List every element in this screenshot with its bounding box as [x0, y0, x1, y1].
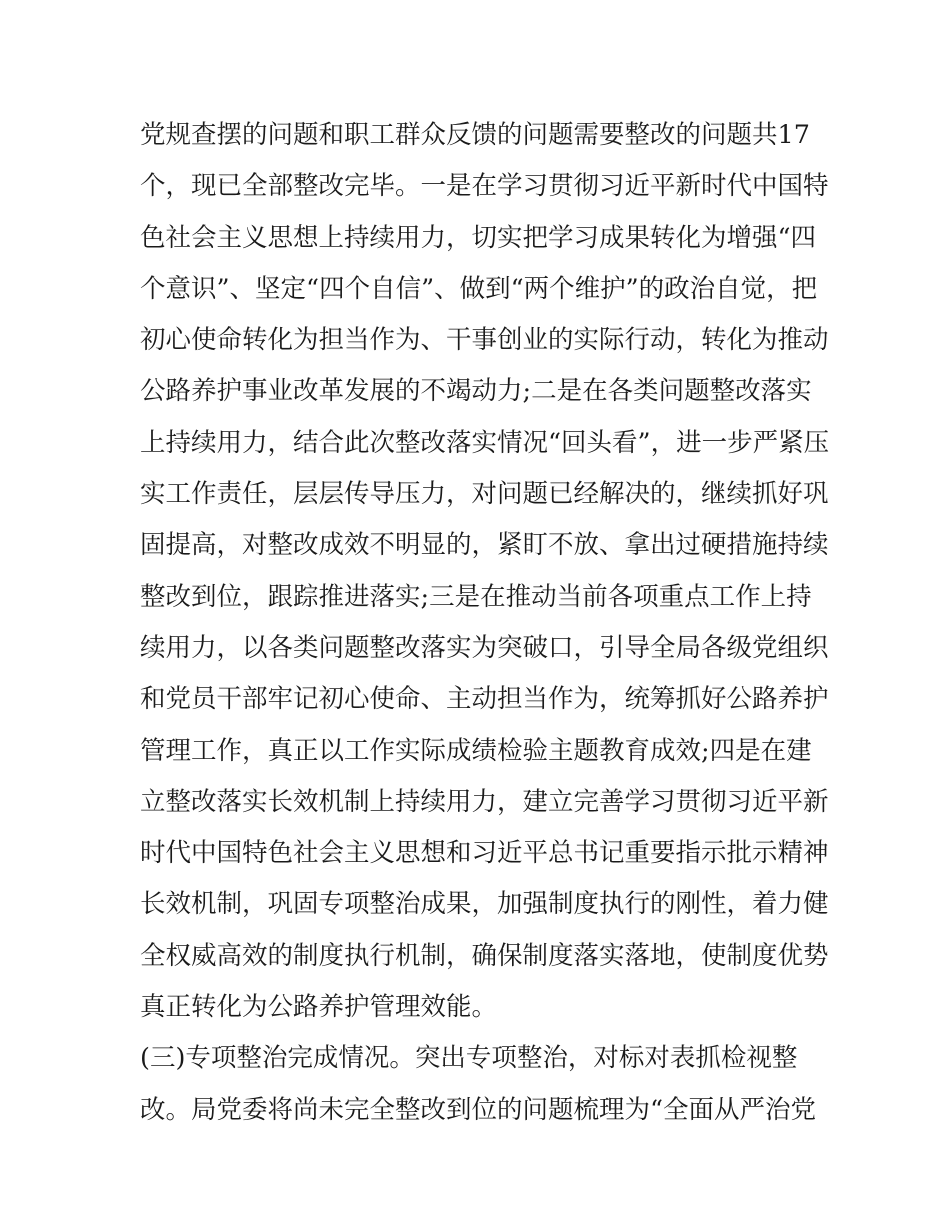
body-text [140, 110, 830, 1136]
text-line: 个意识”、坚定“四个自信”、做到“两个维护”的政治自觉，把 [140, 273, 818, 304]
text-line: 初心使命转化为担当作为、干事创业的实际行动，转化为推动 [140, 325, 829, 356]
text-line: 管理工作，真正以工作实际成绩检验主题教育成效;四是在建 [140, 735, 812, 766]
text-line: 时代中国特色社会主义思想和习近平总书记重要指示批示精神 [140, 838, 829, 869]
text-line: 真正转化为公路养护管理效能。 [140, 992, 498, 1023]
text-line: 立整改落实长效机制上持续用力，建立完善学习贯彻习近平新 [140, 786, 829, 817]
text-line: 长效机制，巩固专项整治成果，加强制度执行的刚性，着力健 [140, 889, 829, 920]
text-line: 全权威高效的制度执行机制，确保制度落实落地，使制度优势 [140, 940, 829, 971]
text-line: 和党员干部牢记初心使命、主动担当作为，统筹抓好公路养护 [140, 684, 829, 715]
text-line: 续用力，以各类问题整改落实为突破口，引导全局各级党组织 [140, 632, 829, 663]
text-line: 党规查摆的问题和职工群众反馈的问题需要整改的问题共17 [140, 120, 810, 150]
text-line: 实工作责任，层层传导压力，对问题已经解决的，继续抓好巩 [140, 479, 829, 510]
section-heading-line: (三)专项整治完成情况。突出专项整治，对标对表抓检视整 [140, 1043, 798, 1074]
text-line: 公路养护事业改革发展的不竭动力;二是在各类问题整改落实 [140, 376, 812, 407]
text-line: 个，现已全部整改完毕。一是在学习贯彻习近平新时代中国特 [140, 171, 829, 202]
text-line: 色社会主义思想上持续用力，切实把学习成果转化为增强“四 [140, 222, 817, 253]
text-line: 整改到位，跟踪推进落实;三是在推动当前各项重点工作上持 [140, 581, 812, 612]
text-line: 改。局党委将尚未完全整改到位的问题梳理为“全面从严治党 [140, 1094, 817, 1125]
text-line: 固提高，对整改成效不明显的，紧盯不放、拿出过硬措施持续 [140, 530, 829, 561]
text-line: 上持续用力，结合此次整改落实情况“回头看”，进一步严紧压 [140, 427, 830, 458]
